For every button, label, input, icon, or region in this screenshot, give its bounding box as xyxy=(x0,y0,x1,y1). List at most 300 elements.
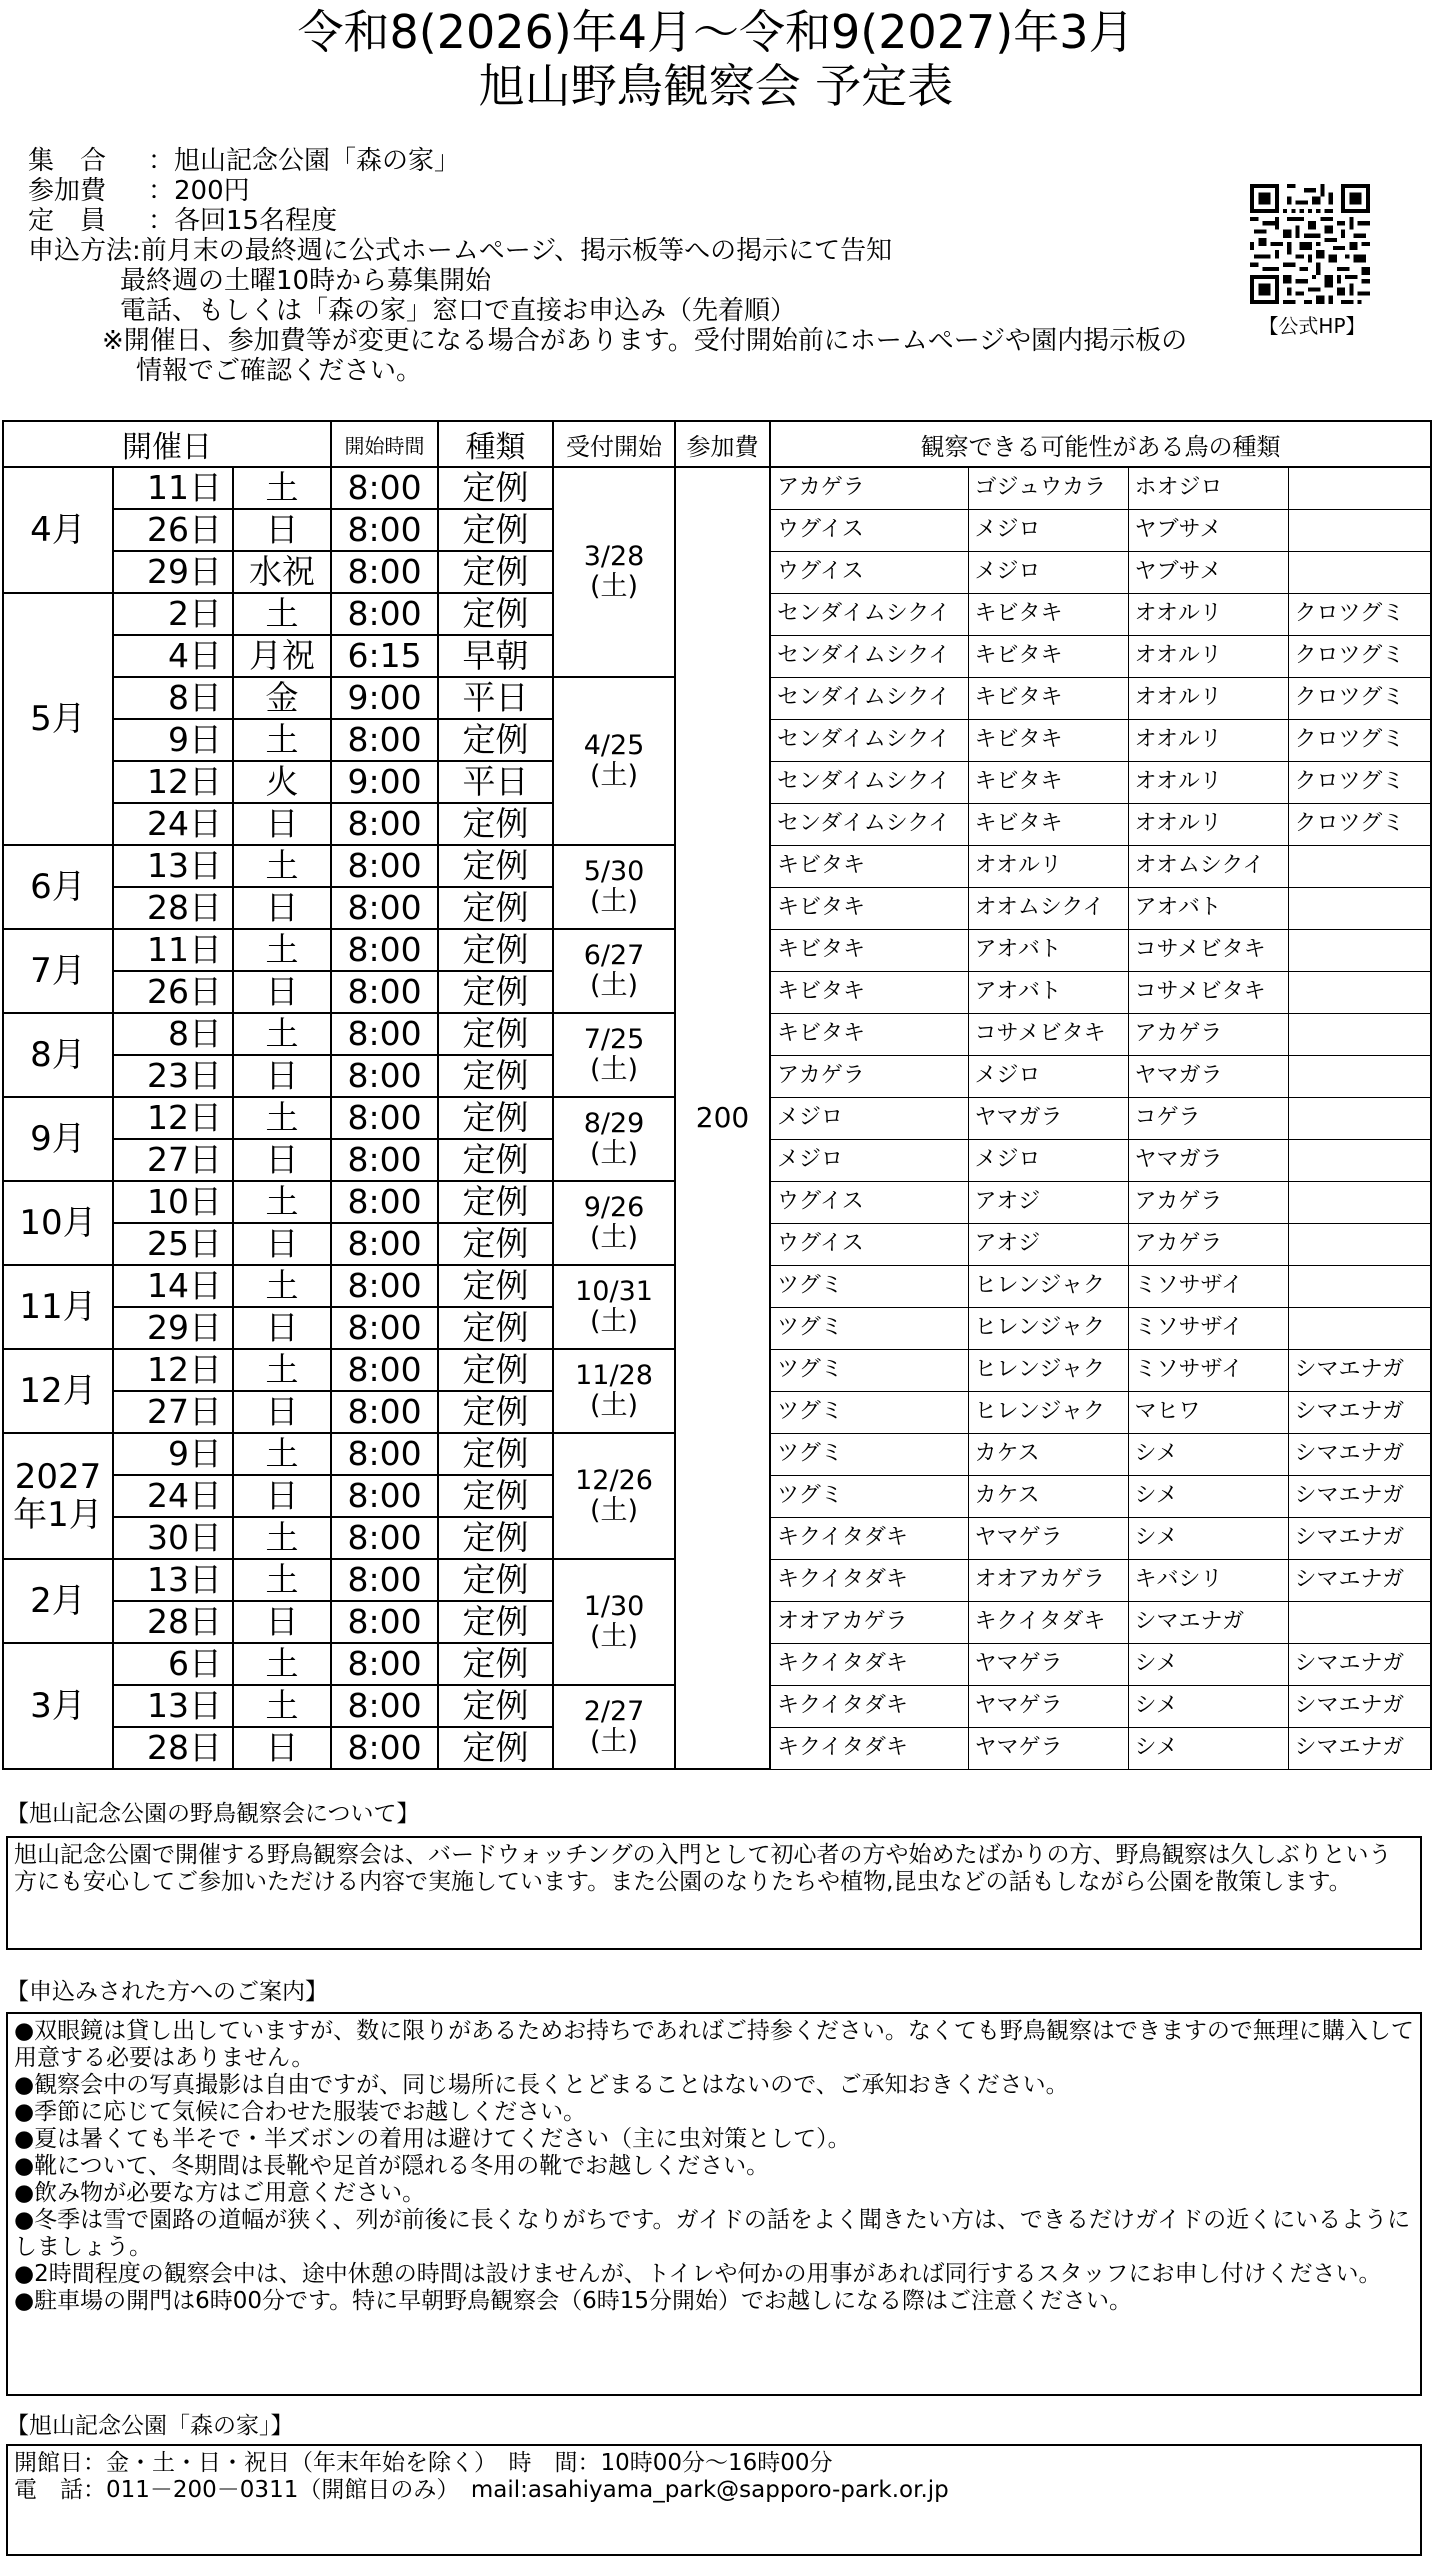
weekday-cell: 日 xyxy=(233,1601,331,1643)
bird-cell: シマエナガ xyxy=(1288,1433,1431,1475)
weekday-cell: 土 xyxy=(233,467,331,509)
bird-cell: シマエナガ xyxy=(1288,1349,1431,1391)
bird-cell: シマエナガ xyxy=(1288,1391,1431,1433)
meeting-label: 集 合 xyxy=(28,146,107,176)
qr-code-icon[interactable] xyxy=(1250,184,1370,304)
start-time-cell: 8:00 xyxy=(331,1307,438,1349)
reception-cell: 9/26 (土) xyxy=(553,1181,675,1265)
month-cell: 2月 xyxy=(3,1559,113,1643)
bird-cell: アオジ xyxy=(968,1223,1128,1265)
bird-cell: ウグイス xyxy=(770,509,968,551)
fee-value: ：200円 xyxy=(148,176,250,206)
bird-cell: ミソサザイ xyxy=(1128,1307,1288,1349)
bird-cell: キビタキ xyxy=(968,635,1128,677)
start-time-cell: 8:00 xyxy=(331,1559,438,1601)
start-time-cell: 8:00 xyxy=(331,1601,438,1643)
weekday-cell: 土 xyxy=(233,845,331,887)
bird-cell: コサメビタキ xyxy=(968,1013,1128,1055)
fee-cell: 200 xyxy=(675,467,770,1769)
bird-cell xyxy=(1288,929,1431,971)
bird-cell: キクイタダキ xyxy=(770,1559,968,1601)
weekday-cell: 日 xyxy=(233,1055,331,1097)
bird-cell: ヤマガラ xyxy=(1128,1139,1288,1181)
bird-cell: オオアカゲラ xyxy=(770,1601,968,1643)
bird-cell: キビタキ xyxy=(770,929,968,971)
bird-cell: シメ xyxy=(1128,1433,1288,1475)
day-cell: 6日 xyxy=(113,1643,233,1685)
bird-cell: アカゲラ xyxy=(1128,1223,1288,1265)
capacity-label: 定 員 xyxy=(28,206,107,236)
type-cell: 定例 xyxy=(438,929,553,971)
bird-cell: クロツグミ xyxy=(1288,761,1431,803)
bird-cell: ヒレンジャク xyxy=(968,1265,1128,1307)
weekday-cell: 火 xyxy=(233,761,331,803)
type-cell: 定例 xyxy=(438,1601,553,1643)
house-box xyxy=(6,2444,1422,2556)
day-cell: 4日 xyxy=(113,635,233,677)
type-cell: 定例 xyxy=(438,719,553,761)
type-cell: 定例 xyxy=(438,1139,553,1181)
weekday-cell: 日 xyxy=(233,887,331,929)
day-cell: 13日 xyxy=(113,1685,233,1727)
weekday-cell: 月祝 xyxy=(233,635,331,677)
bird-cell: センダイムシクイ xyxy=(770,677,968,719)
bird-cell: ウグイス xyxy=(770,551,968,593)
page-title: 令和8(2026)年4月～令和9(2027)年3月 xyxy=(297,5,1135,59)
bird-cell: キビタキ xyxy=(968,761,1128,803)
type-cell: 定例 xyxy=(438,1559,553,1601)
bird-cell: シメ xyxy=(1128,1643,1288,1685)
day-cell: 9日 xyxy=(113,1433,233,1475)
bird-cell: ヤマガラ xyxy=(968,1097,1128,1139)
start-time-cell: 8:00 xyxy=(331,1265,438,1307)
bird-cell: センダイムシクイ xyxy=(770,593,968,635)
day-cell: 2日 xyxy=(113,593,233,635)
bird-cell: キクイタダキ xyxy=(968,1601,1128,1643)
about-title: 【旭山記念公園の野鳥観察会について】 xyxy=(6,1801,420,1827)
bird-cell: オオルリ xyxy=(1128,719,1288,761)
start-time-cell: 8:00 xyxy=(331,1013,438,1055)
bird-cell: オオルリ xyxy=(1128,635,1288,677)
bird-cell: ヤブサメ xyxy=(1128,509,1288,551)
bird-cell: ツグミ xyxy=(770,1391,968,1433)
weekday-cell: 土 xyxy=(233,1559,331,1601)
bird-cell xyxy=(1288,971,1431,1013)
house-hours: 開館日：金・土・日・祝日（年末年始を除く） 時 間：10時00分～16時00分 xyxy=(14,2450,833,2476)
bird-cell: ゴジュウカラ xyxy=(968,467,1128,509)
month-cell: 5月 xyxy=(3,593,113,845)
apply-label: 申込方法 xyxy=(28,236,133,266)
bird-cell: キクイタダキ xyxy=(770,1517,968,1559)
bird-cell: キクイタダキ xyxy=(770,1727,968,1769)
weekday-cell: 土 xyxy=(233,1097,331,1139)
month-cell: 12月 xyxy=(3,1349,113,1433)
bird-cell: シマエナガ xyxy=(1288,1685,1431,1727)
type-cell: 定例 xyxy=(438,551,553,593)
weekday-cell: 日 xyxy=(233,1391,331,1433)
weekday-cell: 土 xyxy=(233,1433,331,1475)
type-cell: 定例 xyxy=(438,887,553,929)
day-cell: 28日 xyxy=(113,1601,233,1643)
weekday-cell: 土 xyxy=(233,1517,331,1559)
bird-cell: クロツグミ xyxy=(1288,593,1431,635)
bird-cell: センダイムシクイ xyxy=(770,803,968,845)
weekday-cell: 土 xyxy=(233,1349,331,1391)
bird-cell: オオムシクイ xyxy=(1128,845,1288,887)
guide-item: ●冬季は雪で園路の道幅が狭く、列が前後に長くなりがちです。ガイドの話をよく聞きたい方は、できるだけガイドの近くにいるようにしましょう。 xyxy=(14,2207,1411,2260)
type-cell: 定例 xyxy=(438,1097,553,1139)
bird-cell: クロツグミ xyxy=(1288,803,1431,845)
type-cell: 定例 xyxy=(438,1223,553,1265)
bird-cell xyxy=(1288,887,1431,929)
start-time-cell: 8:00 xyxy=(331,1475,438,1517)
type-cell: 定例 xyxy=(438,845,553,887)
day-cell: 27日 xyxy=(113,1391,233,1433)
bird-cell: キビタキ xyxy=(968,593,1128,635)
apply-value: :前月末の最終週に公式ホームページ、掲示板等への掲示にて告知 xyxy=(132,236,893,266)
apply-line-3: 電話、もしくは「森の家」窓口で直接お申込み（先着順） xyxy=(120,296,797,326)
start-time-cell: 8:00 xyxy=(331,845,438,887)
bird-cell: キビタキ xyxy=(968,677,1128,719)
start-time-cell: 8:00 xyxy=(331,1349,438,1391)
start-time-cell: 8:00 xyxy=(331,1223,438,1265)
bird-cell: ツグミ xyxy=(770,1349,968,1391)
month-cell: 6月 xyxy=(3,845,113,929)
type-cell: 平日 xyxy=(438,761,553,803)
type-cell: 定例 xyxy=(438,1307,553,1349)
type-cell: 定例 xyxy=(438,1433,553,1475)
bird-cell: オオルリ xyxy=(1128,677,1288,719)
type-cell: 定例 xyxy=(438,1181,553,1223)
bird-cell: ヤマゲラ xyxy=(968,1685,1128,1727)
guide-item: ●観察会中の写真撮影は自由ですが、同じ場所に長くとどまることはないので、ご承知おきください。 xyxy=(14,2072,1069,2098)
bird-cell xyxy=(1288,551,1431,593)
weekday-cell: 日 xyxy=(233,1475,331,1517)
bird-cell xyxy=(1288,845,1431,887)
type-cell: 平日 xyxy=(438,677,553,719)
day-cell: 11日 xyxy=(113,929,233,971)
page-subtitle: 旭山野鳥観察会 予定表 xyxy=(478,59,954,113)
weekday-cell: 水祝 xyxy=(233,551,331,593)
weekday-cell: 日 xyxy=(233,971,331,1013)
bird-cell: ヤマガラ xyxy=(1128,1055,1288,1097)
day-cell: 29日 xyxy=(113,1307,233,1349)
reception-cell: 6/27 (土) xyxy=(553,929,675,1013)
header-type: 種類 xyxy=(438,421,553,467)
bird-cell: ミソサザイ xyxy=(1128,1265,1288,1307)
guide-item: ●飲み物が必要な方はご用意ください。 xyxy=(14,2180,426,2206)
bird-cell: シマエナガ xyxy=(1288,1517,1431,1559)
bird-cell: オオルリ xyxy=(1128,593,1288,635)
guide-item: ●靴について、冬期間は長靴や足首が隠れる冬用の靴でお越しください。 xyxy=(14,2153,770,2179)
info-block xyxy=(28,146,1187,386)
header-date: 開催日 xyxy=(3,421,331,467)
bird-cell: メジロ xyxy=(968,1055,1128,1097)
type-cell: 定例 xyxy=(438,1643,553,1685)
bird-cell xyxy=(1288,1223,1431,1265)
header-fee: 参加費 xyxy=(675,421,770,467)
weekday-cell: 土 xyxy=(233,1181,331,1223)
weekday-cell: 土 xyxy=(233,1643,331,1685)
bird-cell: キビタキ xyxy=(968,719,1128,761)
start-time-cell: 8:00 xyxy=(331,593,438,635)
type-cell: 定例 xyxy=(438,1475,553,1517)
bird-cell: シメ xyxy=(1128,1727,1288,1769)
bird-cell xyxy=(1288,1139,1431,1181)
reception-cell: 11/28 (土) xyxy=(553,1349,675,1433)
bird-cell: シメ xyxy=(1128,1685,1288,1727)
bird-cell xyxy=(1288,1307,1431,1349)
day-cell: 11日 xyxy=(113,467,233,509)
bird-cell: コサメビタキ xyxy=(1128,971,1288,1013)
start-time-cell: 8:00 xyxy=(331,1517,438,1559)
bird-cell: アオバト xyxy=(968,929,1128,971)
weekday-cell: 土 xyxy=(233,1685,331,1727)
start-time-cell: 9:00 xyxy=(331,761,438,803)
table-row xyxy=(3,467,1431,509)
about-text: 旭山記念公園で開催する野鳥観察会は、バードウォッチングの入門として初心者の方や始めたばかりの方、野鳥観察は久しぶりという方にも安心してご参加いただける内容で実施しています。また公園のなりたちや植物,昆虫などの話もしながら公園を散策します。 xyxy=(14,1842,1392,1895)
day-cell: 13日 xyxy=(113,845,233,887)
bird-cell: ツグミ xyxy=(770,1433,968,1475)
bird-cell: オオルリ xyxy=(968,845,1128,887)
start-time-cell: 8:00 xyxy=(331,1727,438,1769)
bird-cell: キビタキ xyxy=(770,887,968,929)
house-contact: 電 話：011－200－0311（開館日のみ） mail:asahiyama_park@sapporo-park.or.jp xyxy=(14,2477,949,2503)
bird-cell: カケス xyxy=(968,1475,1128,1517)
weekday-cell: 土 xyxy=(233,719,331,761)
bird-cell xyxy=(1288,1601,1431,1643)
day-cell: 27日 xyxy=(113,1139,233,1181)
bird-cell: クロツグミ xyxy=(1288,719,1431,761)
bird-cell: キビタキ xyxy=(770,845,968,887)
bird-cell: センダイムシクイ xyxy=(770,761,968,803)
type-cell: 早朝 xyxy=(438,635,553,677)
fee-label: 参加費 xyxy=(28,176,107,206)
start-time-cell: 8:00 xyxy=(331,551,438,593)
bird-cell: キバシリ xyxy=(1128,1559,1288,1601)
bird-cell: アカゲラ xyxy=(1128,1181,1288,1223)
bird-cell: コサメビタキ xyxy=(1128,929,1288,971)
day-cell: 30日 xyxy=(113,1517,233,1559)
type-cell: 定例 xyxy=(438,803,553,845)
month-cell: 4月 xyxy=(3,467,113,593)
bird-cell: ツグミ xyxy=(770,1265,968,1307)
bird-cell: ヒレンジャク xyxy=(968,1391,1128,1433)
start-time-cell: 8:00 xyxy=(331,1097,438,1139)
day-cell: 12日 xyxy=(113,761,233,803)
bird-cell: シマエナガ xyxy=(1288,1727,1431,1769)
start-time-cell: 6:15 xyxy=(331,635,438,677)
bird-cell: シマエナガ xyxy=(1288,1475,1431,1517)
bird-cell: ヒレンジャク xyxy=(968,1307,1128,1349)
bird-cell: メジロ xyxy=(770,1097,968,1139)
type-cell: 定例 xyxy=(438,1265,553,1307)
bird-cell: アオバト xyxy=(1128,887,1288,929)
bird-cell: オオルリ xyxy=(1128,803,1288,845)
start-time-cell: 8:00 xyxy=(331,509,438,551)
header-birds: 観察できる可能性がある鳥の種類 xyxy=(770,421,1431,467)
qr-label: 【公式HP】 xyxy=(1258,314,1366,338)
reception-cell: 12/26 (土) xyxy=(553,1433,675,1559)
weekday-cell: 日 xyxy=(233,1223,331,1265)
type-cell: 定例 xyxy=(438,509,553,551)
bird-cell: キクイタダキ xyxy=(770,1685,968,1727)
reception-cell: 1/30 (土) xyxy=(553,1559,675,1685)
bird-cell: アカゲラ xyxy=(770,1055,968,1097)
type-cell: 定例 xyxy=(438,1727,553,1769)
day-cell: 28日 xyxy=(113,887,233,929)
header-reception: 受付開始 xyxy=(553,421,675,467)
weekday-cell: 土 xyxy=(233,593,331,635)
bird-cell xyxy=(1288,1181,1431,1223)
bird-cell xyxy=(1288,509,1431,551)
note-line-1: ※開催日、参加費等が変更になる場合があります。受付開始前にホームページや園内掲示板の xyxy=(102,326,1188,356)
day-cell: 26日 xyxy=(113,971,233,1013)
type-cell: 定例 xyxy=(438,1685,553,1727)
bird-cell: アオジ xyxy=(968,1181,1128,1223)
bird-cell: ヤマゲラ xyxy=(968,1727,1128,1769)
type-cell: 定例 xyxy=(438,1349,553,1391)
reception-cell: 7/25 (土) xyxy=(553,1013,675,1097)
weekday-cell: 日 xyxy=(233,1139,331,1181)
guide-item: ●季節に応じて気候に合わせた服装でお越しください。 xyxy=(14,2099,587,2125)
bird-cell: センダイムシクイ xyxy=(770,719,968,761)
bird-cell xyxy=(1288,1055,1431,1097)
guide-item: ●2時間程度の観察会中は、途中休憩の時間は設けませんが、トイレや何かの用事があれば同行するスタッフにお申し付けください。 xyxy=(14,2261,1382,2287)
bird-cell: メジロ xyxy=(770,1139,968,1181)
day-cell: 26日 xyxy=(113,509,233,551)
note-line-2: 情報でご確認ください。 xyxy=(136,356,423,386)
bird-cell: ツグミ xyxy=(770,1307,968,1349)
guide-box xyxy=(6,2012,1422,2396)
start-time-cell: 8:00 xyxy=(331,929,438,971)
start-time-cell: 8:00 xyxy=(331,887,438,929)
bird-cell: ミソサザイ xyxy=(1128,1349,1288,1391)
start-time-cell: 8:00 xyxy=(331,971,438,1013)
start-time-cell: 8:00 xyxy=(331,1433,438,1475)
bird-cell: メジロ xyxy=(968,1139,1128,1181)
start-time-cell: 9:00 xyxy=(331,677,438,719)
bird-cell: ヒレンジャク xyxy=(968,1349,1128,1391)
guide-item: ●駐車場の開門は6時00分です。特に早朝野鳥観察会（6時15分開始）でお越しになる際はご注意ください。 xyxy=(14,2288,1133,2314)
bird-cell: オオルリ xyxy=(1128,761,1288,803)
bird-cell: キクイタダキ xyxy=(770,1643,968,1685)
bird-cell: ヤブサメ xyxy=(1128,551,1288,593)
day-cell: 14日 xyxy=(113,1265,233,1307)
day-cell: 9日 xyxy=(113,719,233,761)
day-cell: 24日 xyxy=(113,1475,233,1517)
bird-cell: オオムシクイ xyxy=(968,887,1128,929)
bird-cell: キビタキ xyxy=(968,803,1128,845)
weekday-cell: 日 xyxy=(233,1307,331,1349)
bird-cell xyxy=(1288,1013,1431,1055)
day-cell: 8日 xyxy=(113,677,233,719)
reception-cell: 3/28 (土) xyxy=(553,467,675,677)
house-title: 【旭山記念公園「森の家」】 xyxy=(6,2413,294,2439)
reception-cell: 5/30 (土) xyxy=(553,845,675,929)
month-cell: 2027年1月 xyxy=(3,1433,113,1559)
meeting-value: ：旭山記念公園「森の家」 xyxy=(148,146,461,176)
weekday-cell: 土 xyxy=(233,1013,331,1055)
month-cell: 7月 xyxy=(3,929,113,1013)
day-cell: 12日 xyxy=(113,1349,233,1391)
bird-cell xyxy=(1288,467,1431,509)
start-time-cell: 8:00 xyxy=(331,1139,438,1181)
header-start-time: 開始時間 xyxy=(331,421,438,467)
day-cell: 12日 xyxy=(113,1097,233,1139)
apply-line-2: 最終週の土曜10時から募集開始 xyxy=(120,266,492,296)
day-cell: 8日 xyxy=(113,1013,233,1055)
reception-cell: 4/25 (土) xyxy=(553,677,675,845)
bird-cell: ヤマゲラ xyxy=(968,1517,1128,1559)
bird-cell: アオバト xyxy=(968,971,1128,1013)
weekday-cell: 日 xyxy=(233,509,331,551)
month-cell: 10月 xyxy=(3,1181,113,1265)
bird-cell: クロツグミ xyxy=(1288,677,1431,719)
weekday-cell: 土 xyxy=(233,929,331,971)
bird-cell: キビタキ xyxy=(770,1013,968,1055)
month-cell: 9月 xyxy=(3,1097,113,1181)
month-cell: 8月 xyxy=(3,1013,113,1097)
month-cell: 11月 xyxy=(3,1265,113,1349)
weekday-cell: 日 xyxy=(233,1727,331,1769)
bird-cell: クロツグミ xyxy=(1288,635,1431,677)
bird-cell: キビタキ xyxy=(770,971,968,1013)
bird-cell: ホオジロ xyxy=(1128,467,1288,509)
guide-title: 【申込みされた方へのご案内】 xyxy=(6,1979,328,2005)
day-cell: 23日 xyxy=(113,1055,233,1097)
capacity-value: ：各回15名程度 xyxy=(148,206,338,236)
bird-cell xyxy=(1288,1097,1431,1139)
bird-cell: オオアカゲラ xyxy=(968,1559,1128,1601)
type-cell: 定例 xyxy=(438,1517,553,1559)
weekday-cell: 金 xyxy=(233,677,331,719)
day-cell: 13日 xyxy=(113,1559,233,1601)
day-cell: 10日 xyxy=(113,1181,233,1223)
bird-cell: コゲラ xyxy=(1128,1097,1288,1139)
start-time-cell: 8:00 xyxy=(331,719,438,761)
month-cell: 3月 xyxy=(3,1643,113,1769)
bird-cell: シメ xyxy=(1128,1517,1288,1559)
guide-item: ●夏は暑くても半そで・半ズボンの着用は避けてください（主に虫対策として）。 xyxy=(14,2126,851,2152)
weekday-cell: 日 xyxy=(233,803,331,845)
bird-cell: シマエナガ xyxy=(1288,1559,1431,1601)
start-time-cell: 8:00 xyxy=(331,467,438,509)
bird-cell: センダイムシクイ xyxy=(770,635,968,677)
type-cell: 定例 xyxy=(438,1013,553,1055)
day-cell: 25日 xyxy=(113,1223,233,1265)
type-cell: 定例 xyxy=(438,467,553,509)
bird-cell: シマエナガ xyxy=(1288,1643,1431,1685)
bird-cell: カケス xyxy=(968,1433,1128,1475)
bird-cell: シマエナガ xyxy=(1128,1601,1288,1643)
start-time-cell: 8:00 xyxy=(331,1685,438,1727)
start-time-cell: 8:00 xyxy=(331,803,438,845)
type-cell: 定例 xyxy=(438,593,553,635)
table-header-row xyxy=(3,421,1431,467)
type-cell: 定例 xyxy=(438,1055,553,1097)
schedule-table xyxy=(2,420,1432,1770)
start-time-cell: 8:00 xyxy=(331,1391,438,1433)
bird-cell: ウグイス xyxy=(770,1181,968,1223)
reception-cell: 2/27 (土) xyxy=(553,1685,675,1769)
about-box xyxy=(6,1836,1422,1950)
bird-cell: シメ xyxy=(1128,1475,1288,1517)
day-cell: 28日 xyxy=(113,1727,233,1769)
bird-cell: ヤマゲラ xyxy=(968,1643,1128,1685)
guide-item: ●双眼鏡は貸し出していますが、数に限りがあるためお持ちであればご持参ください。なくても野鳥観察はできますので無理に購入して用意する必要はありません。 xyxy=(14,2018,1414,2071)
bird-cell: マヒワ xyxy=(1128,1391,1288,1433)
